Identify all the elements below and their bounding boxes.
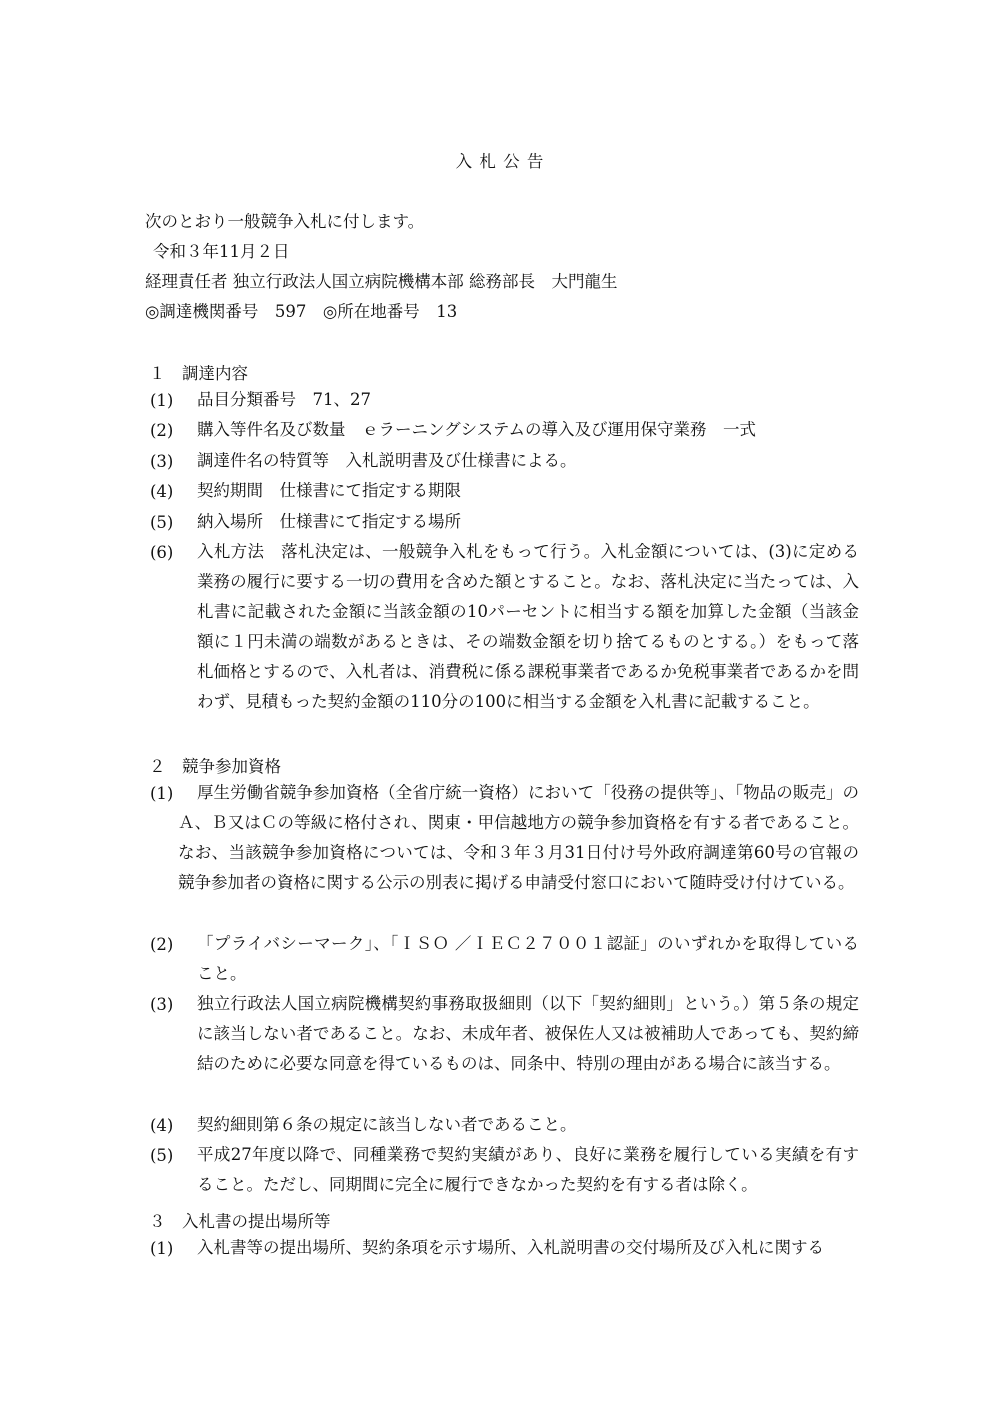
- item-number: (5): [150, 1146, 174, 1165]
- item-text: 入札方法 落札決定は、一般競争入札をもって行う。入札金額については、(3)に定める業務の履行に要する一切の費用を含めた額とすること。なお、落札決定に当たっては、入札書に記載された金額に当該金額の10パーセントに相当する額を加算した金額（当該金額に１円未満の端数があるときは、その端数金額を切り捨てるものとする。）をもって落札価格とするので、入札者は、消費税に係る課税事業者であるか免税事業者であるかを問わず、見積もった契約金額の110分の100に相当する金額を入札書に記載すること。: [197, 542, 859, 711]
- item-text: 厚生労働省競争参加資格（全省庁統一資格）において「役務の提供等」、「物品の販売」のＡ、Ｂ又はＣの等級に格付され、関東・甲信越地方の競争参加資格を有する者であること。なお、当該競争参加資格については、令和３年３月31日付け号外政府調達第60号の官報の競争参加者の資格に関する公示の別表に掲げる申請受付窓口において随時受け付けている。: [178, 783, 859, 892]
- section-3-heading: ３ 入札書の提出場所等: [149, 1212, 331, 1231]
- item-text: 調達件名の特質等 入札説明書及び仕様書による。: [197, 451, 577, 470]
- item-text: 入札書等の提出場所、契約条項を示す場所、入札説明書の交付場所及び入札に関する: [197, 1238, 824, 1257]
- section-2-heading: ２ 競争参加資格: [149, 757, 281, 776]
- item-number: (1): [150, 1239, 174, 1258]
- item-number: (6): [150, 543, 174, 562]
- item-text: 契約期間 仕様書にて指定する期限: [197, 481, 461, 500]
- item-number: (1): [150, 784, 174, 803]
- item-number: (3): [150, 452, 174, 471]
- intro-text: 次のとおり一般競争入札に付します。: [145, 212, 425, 231]
- item-text: 「プライバシーマーク」、「ＩＳＯ ／ＩＥＣ２７００１認証」のいずれかを取得していること。: [197, 934, 859, 983]
- item-text: 契約細則第６条の規定に該当しない者であること。: [197, 1115, 577, 1134]
- item-text: 品目分類番号 71、27: [197, 390, 371, 409]
- item-text: 独立行政法人国立病院機構契約事務取扱細則（以下「契約細則」という。）第５条の規定に該当しない者であること。なお、未成年者、被保佐人又は被補助人であっても、契約締結のために必要な同意を得ているものは、同条中、特別の理由がある場合に該当する。: [197, 994, 859, 1073]
- section-1-heading: １ 調達内容: [149, 364, 248, 383]
- document-title: 入 札 公 告: [455, 152, 545, 171]
- item-number: (5): [150, 513, 174, 532]
- item-number: (1): [150, 391, 174, 410]
- item-text: 納入場所 仕様書にて指定する場所: [197, 512, 461, 531]
- contracting-officer: 経理責任者 独立行政法人国立病院機構本部 総務部長 大門龍生: [145, 272, 618, 291]
- item-number: (3): [150, 995, 174, 1014]
- item-number: (2): [150, 935, 174, 954]
- item-text: 購入等件名及び数量 ｅラーニングシステムの導入及び運用保守業務 一式: [197, 420, 757, 439]
- item-number: (4): [150, 482, 174, 501]
- item-text: 平成27年度以降で、同種業務で契約実績があり、良好に業務を履行している実績を有すること。ただし、同期間に完全に履行できなかった契約を有する者は除く。: [197, 1145, 859, 1194]
- notice-date: 令和３年11月２日: [153, 242, 290, 261]
- item-number: (4): [150, 1116, 174, 1135]
- item-number: (2): [150, 421, 174, 440]
- procurement-codes: ◎調達機関番号 597 ◎所在地番号 13: [145, 302, 458, 321]
